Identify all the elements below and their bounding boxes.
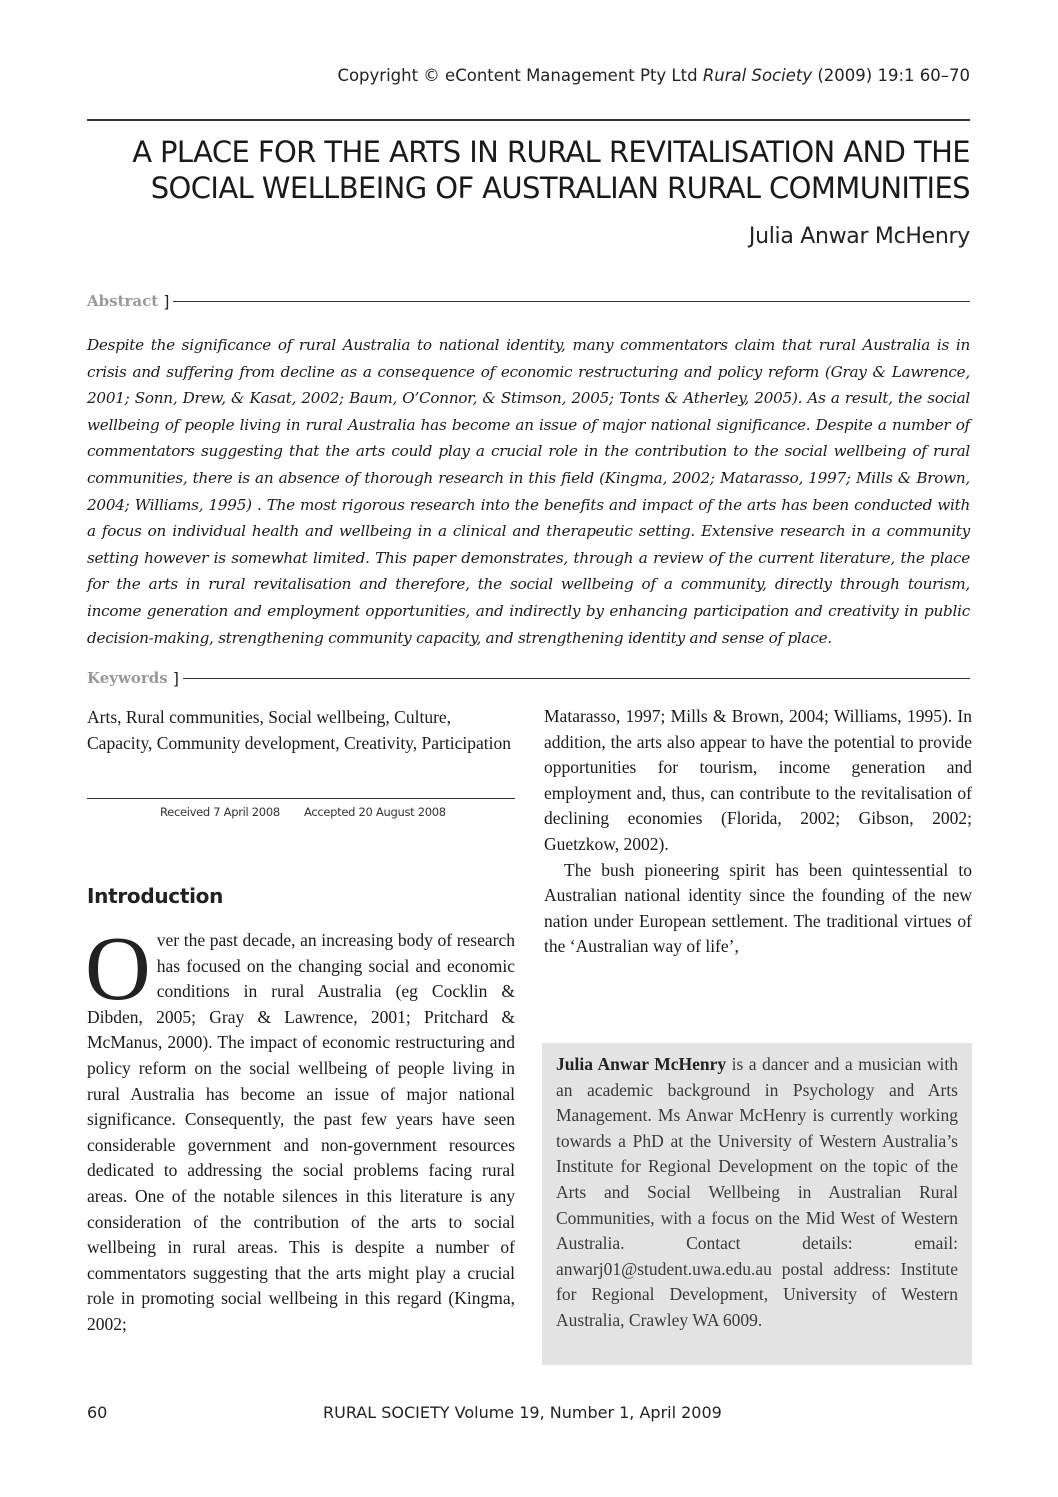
keywords-label: Keywords: [87, 669, 168, 687]
dates-row: [87, 805, 515, 825]
footer-journal-info: RURAL SOCIETY Volume 19, Number 1, April 2009: [323, 1403, 722, 1422]
copyright-suffix: (2009) 19:1 60–70: [812, 66, 970, 85]
journal-name-italic: Rural Society: [702, 66, 813, 85]
copyright-prefix: Copyright © eContent Management Pty Ltd: [337, 66, 703, 85]
article-title: [110, 134, 970, 206]
keywords-bracket: ]: [172, 668, 179, 688]
dates-rule: [87, 798, 515, 799]
abstract-rule: [173, 301, 970, 302]
right-column-paragraph-2: The bush pioneering spirit has been quintessential to Australian national identity since the founding of the new nation under European settlement. The traditional virtues of the ‘Australian way of life’,: [544, 859, 972, 957]
title-line-1: A PLACE FOR THE ARTS IN RURAL REVITALISATION AND THE: [132, 135, 970, 169]
accepted-date: Accepted 20 August 2008: [304, 805, 446, 819]
abstract-label-row: [87, 291, 970, 311]
right-column-paragraph-1: Matarasso, 1997; Mills & Brown, 2004; Williams, 1995). In addition, the arts also appear to have the potential to provide opportunities for tourism, income generation and employment and, thus, can contribute to the revitalisation of declining economies (Florida, 2002; Gibson, 2002; Guetzkow, 2002).: [544, 706, 972, 854]
abstract-text: Despite the significance of rural Australia to national identity, many commentators claim that rural Australia is in crisis and suffering from decline as a consequence of economic restructuring and policy reform (Gray & Lawrence, 2001; Sonn, Drew, & Kasat, 2002; Baum, O’Connor, & Stimson, 2005; Tonts & Atherley, 2005). As a result, the social wellbeing of people living in rural Australia has become an issue of major national significance. Despite a number of commentators suggesting that the arts could play a crucial role in the contribution to the social wellbeing of rural communities, there is an absence of thorough research in this field (Kingma, 2002; Matarasso, 1997; Mills & Brown, 2004; Williams, 1995) . The most rigorous research into the benefits and impact of the arts has been conducted with a focus on individual health and wellbeing in a clinical and therapeutic setting. Extensive research in a community setting however is somewhat limited. This paper demonstrates, through a review of the current literature, the place for the arts in rural revitalisation and therefore, the social wellbeing of a community, directly through tourism, income generation and employment opportunities, and indirectly by enhancing participation and creativity in public decision-making, strengthening community capacity, and strengthening identity and sense of place.: [87, 336, 970, 647]
page-number: 60: [87, 1403, 108, 1422]
copyright-line: [337, 66, 970, 85]
bio-author-name: Julia Anwar McHenry: [556, 1054, 727, 1074]
abstract-label: Abstract: [87, 292, 159, 310]
author-bio-box: [542, 1043, 972, 1365]
keywords-text: Arts, Rural communities, Social wellbeing, Culture, Capacity, Community development, Creativity, Participation: [87, 707, 511, 753]
drop-cap: O: [85, 918, 151, 1019]
keywords-rule: [183, 678, 970, 679]
keywords-label-row: [87, 668, 970, 688]
introduction-body: [85, 918, 515, 1338]
abstract-bracket: ]: [163, 291, 170, 311]
introduction-text: ver the past decade, an increasing body of research has focused on the changing social and economic conditions in rural Australia (eg Cocklin & Dibden, 2005; Gray & Lawrence, 2001; Pritchard & McManus, 2000). The impact of economic restructuring and policy reform on the social wellbeing of people living in rural Australia has become an issue of major national significance. Consequently, the past few years have seen considerable government and non-government resources dedicated to addressing the social problems facing rural areas. One of the notable silences in this literature is any consideration of the contribution of the arts to social wellbeing in rural areas. This is despite a number of commentators suggesting that the arts might play a crucial role in promoting social wellbeing in this regard (Kingma, 2002;: [87, 930, 515, 1334]
title-line-2: SOCIAL WELLBEING OF AUSTRALIAN RURAL COMMUNITIES: [150, 171, 970, 205]
right-column-body: [544, 704, 972, 960]
author-name: Julia Anwar McHenry: [748, 224, 970, 249]
header-rule: [87, 119, 970, 121]
received-date: Received 7 April 2008: [160, 805, 280, 819]
introduction-heading: Introduction: [87, 884, 224, 908]
bio-text: is a dancer and a musician with an academic background in Psychology and Arts Management. Ms Anwar McHenry is currently working towards a PhD at the University of Western Australia’s Institute for Regional Development on the topic of the Arts and Social Wellbeing in Australian Rural Communities, with a focus on the Mid West of Western Australia. Contact details: email: anwarj01@student.uwa.edu.au postal address: Institute for Regional Development, University of Western Australia, Crawley WA 6009.: [556, 1054, 958, 1330]
